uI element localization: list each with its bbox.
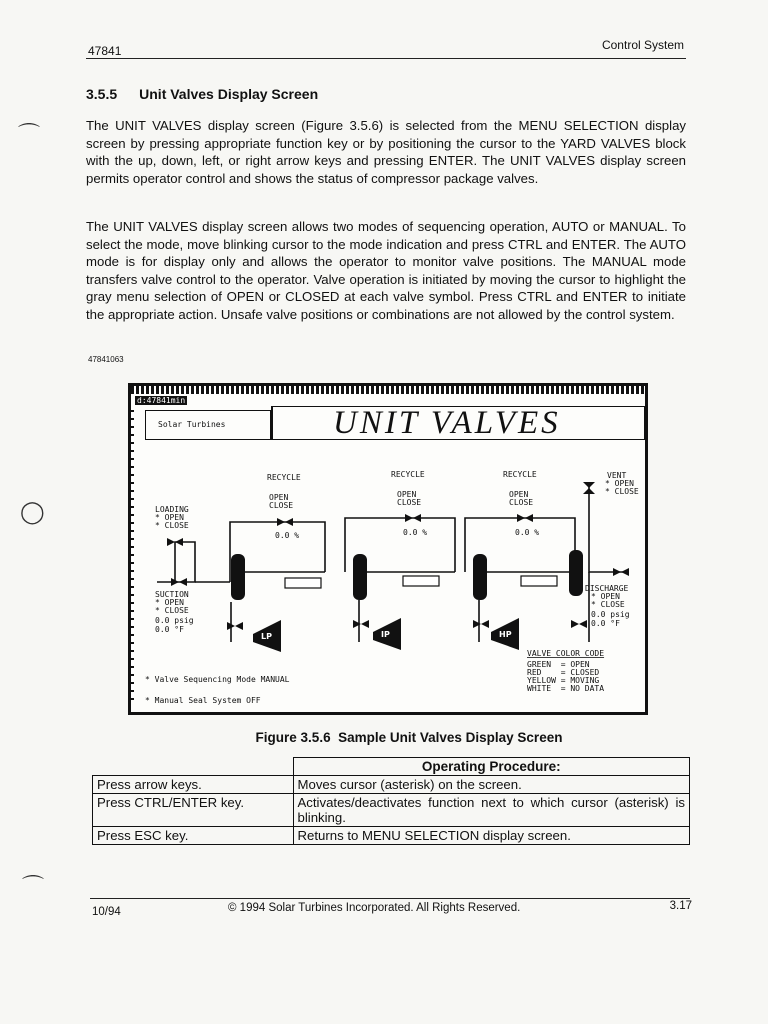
table-row (93, 776, 690, 794)
figure-caption (0, 730, 768, 745)
color-code-yellow: YELLOW = MOVING (527, 676, 600, 685)
piping (157, 482, 625, 642)
valve-diagram (135, 442, 643, 712)
recycle-open-hp[interactable]: OPEN (509, 490, 529, 499)
binder-hole-mark-top: ⌒ (18, 123, 41, 148)
stage-hp-label: HP (499, 630, 512, 639)
paragraph-2: The UNIT VALVES display screen allows two modes of sequencing operation, AUTO or MANUAL. To select the mode, move blinking cursor to the mode indication and press CTRL and ENTER. The AUTO mode is for display only and allows the operator to monitor valve positions. The MANUAL mode transfers valve control to the operator. Valve operation is initiated by moving the cursor to highlight the gray menu selection of OPEN or CLOSED at each valve symbol. Press CTRL and ENTER to initiate the appropriate action. Unsafe valve positions or combinations are not allowed by the control system. (86, 219, 686, 322)
sequencing-mode[interactable]: * Valve Sequencing Mode MANUAL (145, 675, 290, 684)
procedure-action: Press ESC key. (93, 827, 294, 845)
procedure-result: Moves cursor (asterisk) on the screen. (293, 776, 690, 794)
color-code-red: RED = CLOSED (527, 668, 600, 677)
recycle-label-ip: RECYCLE (391, 470, 425, 479)
vendor-label: Solar Turbines (158, 420, 226, 429)
vendor-box (145, 410, 271, 440)
screen-top-bar (131, 386, 645, 394)
stage-lp-label: LP (261, 632, 272, 641)
procedure-action: Press arrow keys. (93, 776, 294, 794)
procedure-action: Press CTRL/ENTER key. (93, 794, 294, 827)
binder-hole-mark-middle: ◯ (20, 500, 45, 525)
procedure-result: Activates/deactivates function next to which cursor (asterisk) is blinking. (293, 794, 690, 827)
color-code-white: WHITE = NO DATA (527, 684, 605, 693)
section-name: Control System (601, 38, 684, 52)
recycle-close-lp[interactable]: CLOSE (269, 501, 294, 510)
recycle-reading-ip: 0.0 % (403, 528, 428, 537)
vent-close[interactable]: * CLOSE (605, 487, 639, 496)
footer-date: 10/94 (92, 906, 121, 918)
procedure-heading: Operating Procedure: (293, 758, 690, 776)
figure-number: Figure 3.5.6 (255, 730, 331, 745)
loading-close[interactable]: * CLOSE (155, 521, 189, 530)
figure-id: 47841063 (88, 355, 124, 364)
recycle-reading-lp: 0.0 % (275, 531, 300, 540)
scrubber-vessels (231, 550, 583, 600)
recycle-label-lp: RECYCLE (267, 473, 301, 482)
discharge-open[interactable]: * OPEN (591, 592, 620, 601)
manual-seal-system[interactable]: * Manual Seal System OFF (145, 696, 261, 705)
doc-number: 47841 (88, 44, 122, 58)
unit-valves-screen (128, 383, 648, 715)
color-code-title: VALVE COLOR CODE (527, 649, 605, 658)
figure-caption-text: Sample Unit Valves Display Screen (338, 730, 563, 745)
screen-title-box (271, 406, 645, 440)
table-row (93, 794, 690, 827)
procedure-corner-cell (93, 758, 294, 776)
recycle-reading-hp: 0.0 % (515, 528, 540, 537)
recycle-close-ip[interactable]: CLOSE (397, 498, 422, 507)
vent-open[interactable]: * OPEN (605, 479, 634, 488)
discharge-label: DISCHARGE (585, 584, 629, 593)
color-code-green: GREEN = OPEN (527, 660, 590, 669)
discharge-pressure: 0.0 psig (591, 610, 630, 619)
discharge-temp: 0.0 °F (591, 619, 620, 628)
suction-label: SUCTION (155, 590, 189, 599)
section-title: Unit Valves Display Screen (139, 86, 319, 102)
stage-ip-label: IP (381, 630, 390, 639)
screen-file-label: d:47841min (137, 396, 186, 405)
loading-label: LOADING (155, 505, 189, 514)
discharge-close[interactable]: * CLOSE (591, 600, 625, 609)
page-number: 3.17 (669, 900, 692, 912)
footer-copyright: © 1994 Solar Turbines Incorporated. All Rights Reserved. (228, 902, 521, 914)
screen-left-border (131, 410, 134, 700)
vent-label: VENT (607, 471, 627, 480)
binder-hole-mark-bottom: ⌒ (22, 875, 45, 900)
coolers (285, 576, 557, 588)
recycle-close-hp[interactable]: CLOSE (509, 498, 534, 507)
footer-rule (90, 898, 690, 899)
loading-open[interactable]: * OPEN (155, 513, 184, 522)
suction-temp: 0.0 °F (155, 625, 184, 634)
operating-procedure-table (92, 757, 690, 845)
header-rule (86, 58, 686, 59)
recycle-open-ip[interactable]: OPEN (397, 490, 417, 499)
recycle-open-lp[interactable]: OPEN (269, 493, 289, 502)
suction-pressure: 0.0 psig (155, 616, 194, 625)
table-row (93, 827, 690, 845)
paragraph-1: The UNIT VALVES display screen (Figure 3.5.6) is selected from the MENU SELECTION display screen by pressing appropriate function key or by positioning the cursor to the YARD VALVES block with the up, down, left, or right arrow keys and pressing ENTER. The UNIT VALVES display screen permits operator control and shows the status of compressor package valves. (86, 118, 686, 186)
recycle-label-hp: RECYCLE (503, 470, 537, 479)
screen-title: UNIT VALVES (333, 405, 561, 441)
section-heading (86, 86, 318, 102)
suction-open[interactable]: * OPEN (155, 598, 184, 607)
procedure-result: Returns to MENU SELECTION display screen. (293, 827, 690, 845)
suction-close[interactable]: * CLOSE (155, 606, 189, 615)
section-number: 3.5.5 (86, 86, 118, 102)
